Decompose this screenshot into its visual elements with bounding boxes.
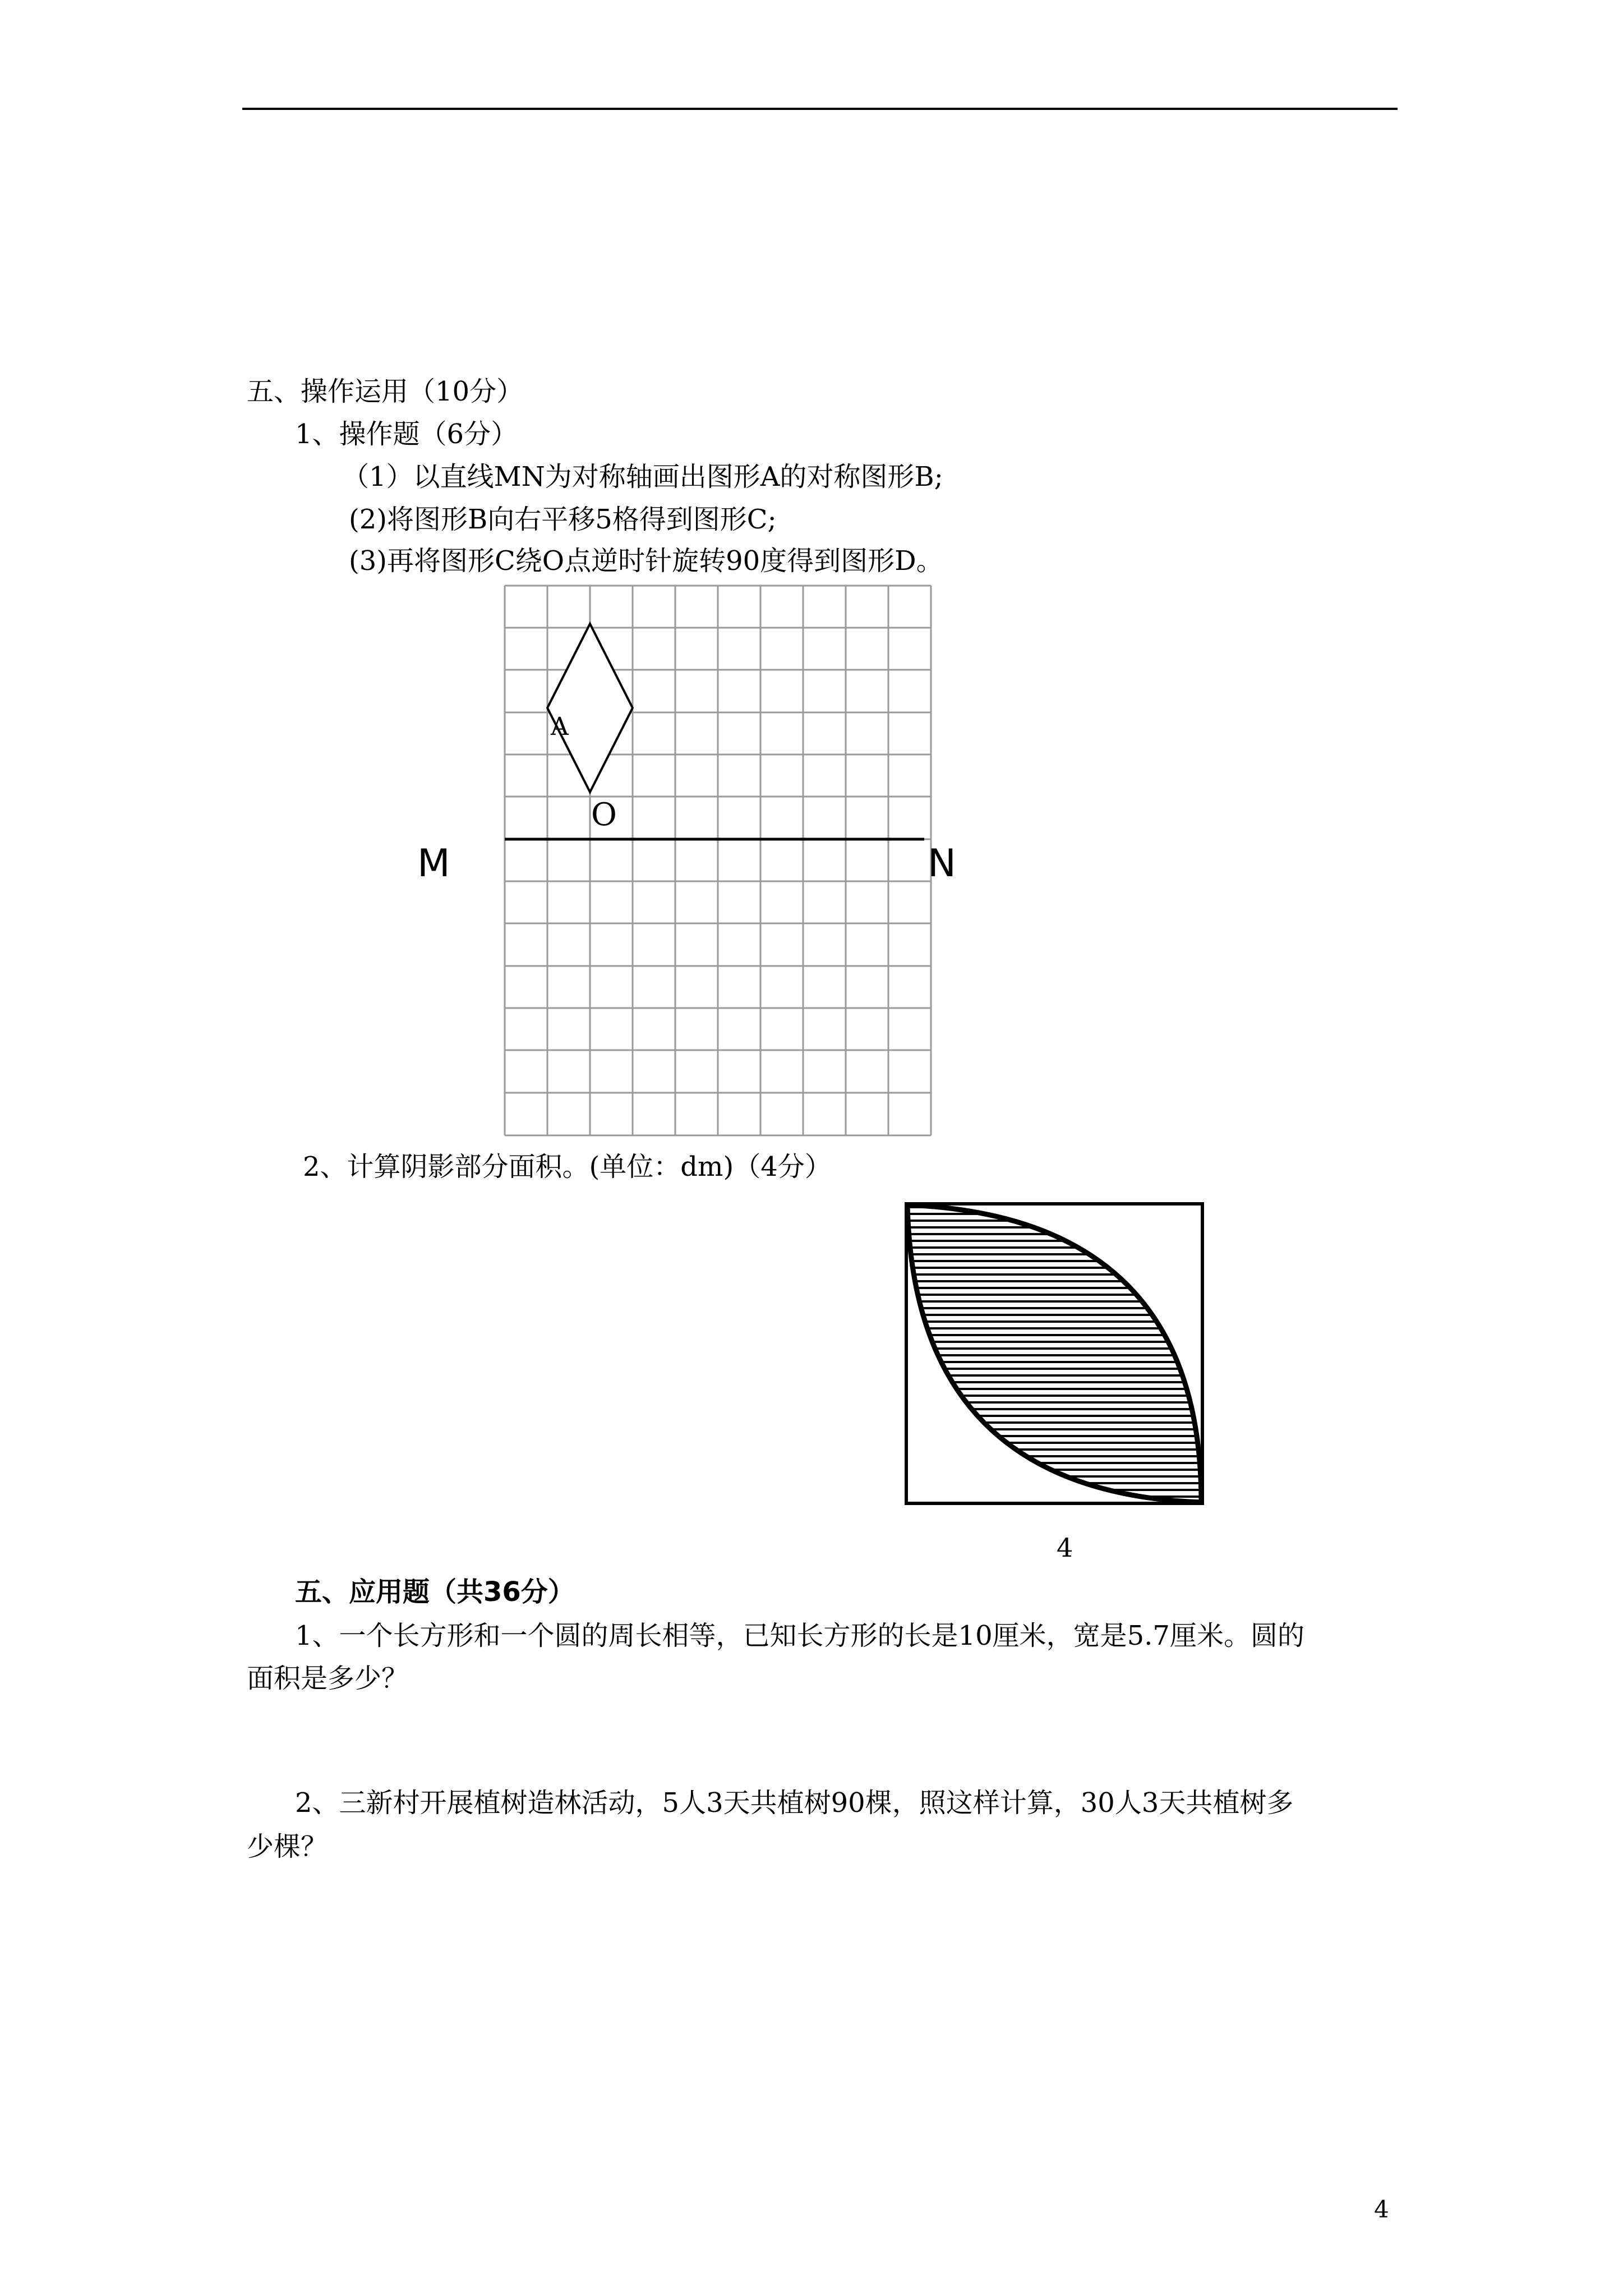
page-number: 4 [1374,2196,1389,2223]
axis-label-m: M [417,841,450,886]
shape-a-label: A [551,712,569,741]
shaded-area-figure [903,1200,1206,1507]
side-length-label: 4 [1057,1533,1073,1563]
section-title-operation: 五、操作运用（10分） [247,376,524,407]
application-question-2-cont: 少棵？ [247,1831,328,1862]
symmetry-grid-figure [499,580,942,1135]
question-1-title: 1、操作题（6分） [295,418,518,450]
rhombus-shape-a [547,624,633,792]
point-o-label: O [591,797,617,833]
axis-label-n: N [928,841,956,886]
header-rule [242,108,1398,110]
section-title-application: 五、应用题（共36分） [295,1576,575,1608]
leaf-outline [907,1205,1201,1502]
square-outline [906,1204,1202,1503]
shading-stripes [903,1207,1206,1497]
question-2-title: 2、计算阴影部分面积。(单位：dm)（4分） [303,1151,832,1182]
question-1-step-1: （1）以直线MN为对称轴画出图形A的对称图形B; [342,461,943,493]
application-question-1-cont: 面积是多少？ [247,1663,409,1694]
application-question-2: 2、三新村开展植树造林活动，5人3天共植树90棵，照这样计算，30人3天共植树多 [295,1787,1294,1819]
question-1-step-2: (2)将图形B向右平移5格得到图形C; [349,504,777,535]
application-question-1: 1、一个长方形和一个圆的周长相等，已知长方形的长是10厘米，宽是5.7厘米。圆的 [295,1620,1304,1651]
question-1-step-3: (3)再将图形C绕O点逆时针旋转90度得到图形D。 [349,545,943,577]
